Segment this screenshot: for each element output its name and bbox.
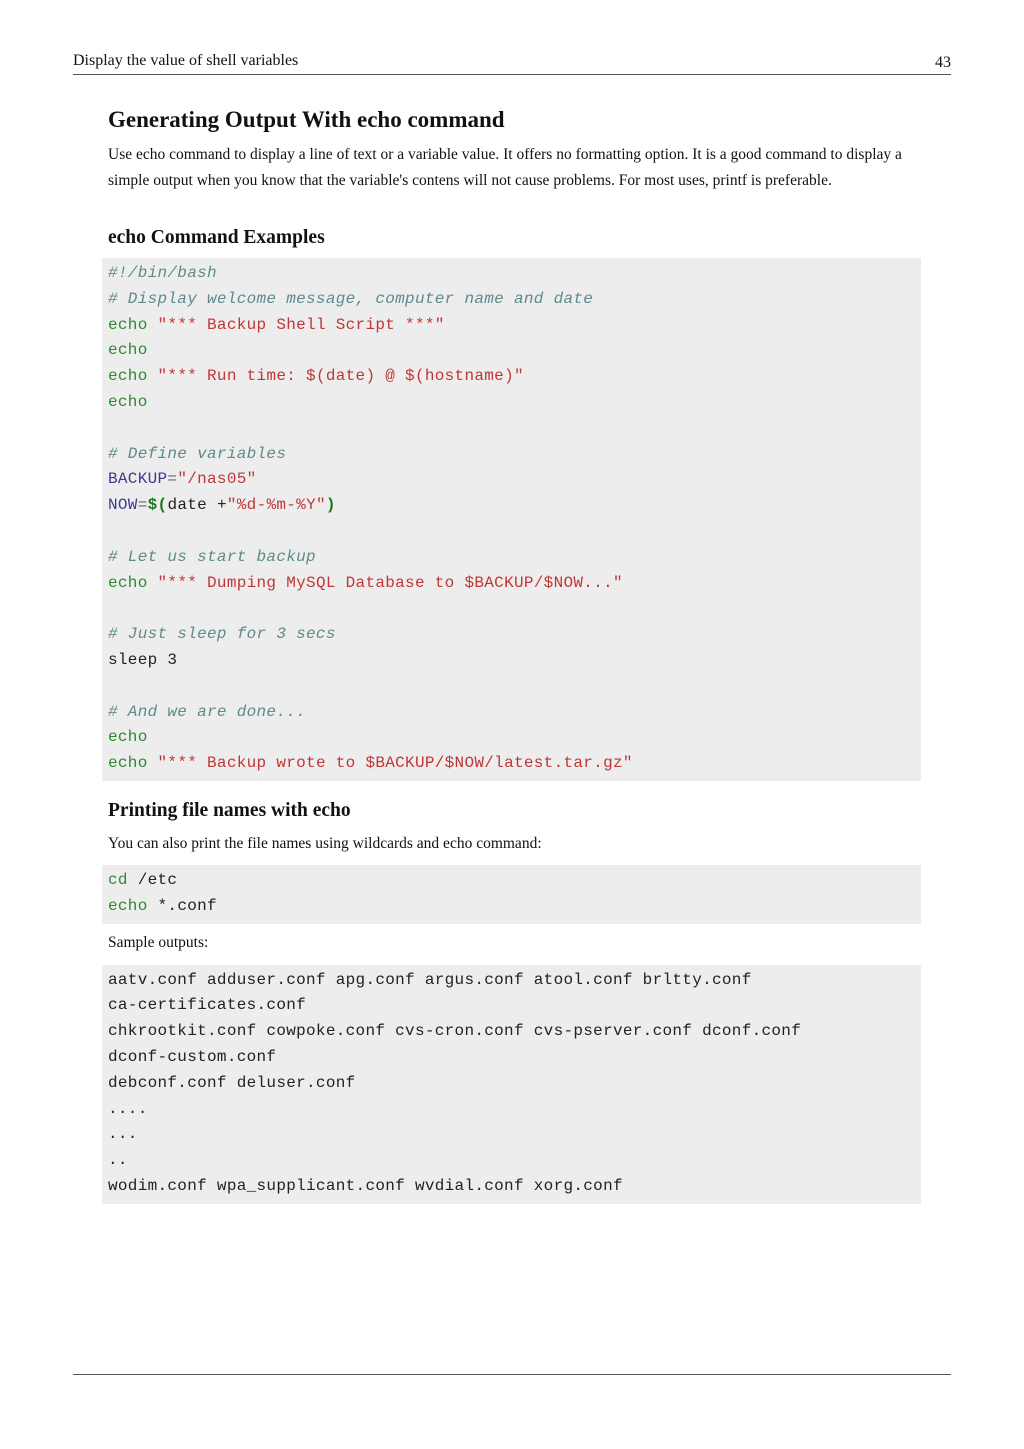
code-block-sample-output — [102, 965, 921, 1204]
code-comment: # Display welcome message, computer name and date — [108, 289, 594, 308]
code-text: aatv.conf adduser.conf apg.conf argus.conf atool.conf brltty.conf — [108, 970, 752, 989]
running-title: Display the value of shell variables — [73, 52, 299, 69]
footer-rule — [73, 1374, 951, 1375]
code-comment: # And we are done... — [108, 702, 307, 721]
code-string: "/nas05" — [177, 470, 257, 489]
code-line — [108, 968, 921, 994]
code-operator: = — [137, 496, 148, 515]
section-title: Generating Output With echo command — [108, 107, 505, 132]
code-text: *.conf — [147, 896, 217, 915]
code-line — [108, 338, 921, 364]
intro-paragraph: Use echo command to display a line of text or a variable value. It offers no formatting option. It is a good command to display a simple output when you know that the variable's contens will not cause problems. For most uses, printf is preferable. — [108, 146, 902, 189]
code-command: echo — [108, 896, 148, 915]
code-text: chkrootkit.conf cowpoke.conf cvs-cron.conf cvs-pserver.conf dconf.conf — [108, 1022, 802, 1041]
code-comment: # Just sleep for 3 secs — [108, 625, 336, 644]
code-line — [108, 622, 921, 648]
code-command: echo — [108, 573, 148, 592]
page-number: 43 — [935, 54, 951, 71]
code-text: .. — [108, 1151, 128, 1170]
code-string: "*** Backup Shell Script ***" — [157, 315, 445, 334]
code-operator: = — [167, 470, 178, 489]
code-line — [108, 261, 921, 287]
code-line — [108, 596, 921, 622]
code-line — [108, 700, 921, 726]
code-line — [108, 648, 921, 674]
code-text: .... — [108, 1099, 148, 1118]
code-text — [148, 754, 158, 772]
code-string: "%d-%m-%Y" — [226, 496, 326, 515]
code-text: wodim.conf wpa_supplicant.conf wvdial.conf xorg.conf — [108, 1176, 623, 1195]
code-variable: BACKUP — [108, 470, 168, 489]
code-line — [108, 1122, 921, 1148]
code-line — [108, 993, 921, 1019]
code-line — [108, 442, 921, 468]
code-text: ... — [108, 1125, 138, 1144]
code-block-printing — [102, 865, 921, 924]
code-text: dconf-custom.conf — [108, 1047, 277, 1066]
code-text: debconf.conf deluser.conf — [108, 1073, 356, 1092]
code-command: echo — [108, 315, 148, 334]
code-command: echo — [108, 728, 148, 747]
code-text — [148, 367, 158, 385]
code-comment: # Define variables — [108, 444, 287, 463]
code-text — [148, 574, 158, 592]
code-string: "*** Dumping MySQL Database to $BACKUP/$NOW..." — [157, 573, 623, 592]
code-line — [108, 725, 921, 751]
code-line — [108, 313, 921, 339]
code-line — [108, 894, 921, 920]
code-variable: NOW — [108, 496, 138, 515]
code-line — [108, 519, 921, 545]
code-comment: # Let us start backup — [108, 547, 316, 566]
code-string: "*** Backup wrote to $BACKUP/$NOW/latest.tar.gz" — [157, 754, 633, 773]
code-line — [108, 1019, 921, 1045]
code-text: ca-certificates.conf — [108, 996, 307, 1015]
code-line — [108, 1045, 921, 1071]
code-command: echo — [108, 367, 148, 386]
code-text: date + — [167, 496, 227, 515]
examples-heading: echo Command Examples — [108, 227, 325, 248]
code-comment: #!/bin/bash — [108, 264, 217, 282]
code-line — [108, 1148, 921, 1174]
code-line — [108, 868, 921, 894]
code-command: echo — [108, 392, 148, 411]
code-command: echo — [108, 341, 148, 360]
code-line — [108, 467, 921, 493]
code-line — [108, 1097, 921, 1123]
page-content — [108, 104, 921, 1204]
printing-paragraph: You can also print the file names using wildcards and echo command: — [108, 834, 542, 852]
code-command: cd — [108, 870, 128, 889]
code-line — [108, 571, 921, 597]
code-line — [108, 1071, 921, 1097]
code-substitution: $( — [147, 496, 168, 515]
page-header — [73, 50, 951, 75]
code-line — [108, 287, 921, 313]
code-text: /etc — [127, 870, 178, 889]
code-line — [108, 751, 921, 777]
code-line — [108, 390, 921, 416]
code-line — [108, 1174, 921, 1200]
code-substitution: ) — [325, 496, 336, 515]
code-line — [108, 545, 921, 571]
code-text — [148, 316, 158, 334]
sample-outputs-label: Sample outputs: — [108, 933, 209, 951]
printing-heading: Printing file names with echo — [108, 799, 351, 821]
code-line — [108, 674, 921, 700]
code-command: echo — [108, 754, 148, 773]
code-line — [108, 493, 921, 519]
code-block-examples — [102, 258, 921, 781]
code-text: sleep 3 — [108, 650, 178, 669]
code-line — [108, 364, 921, 390]
code-string: "*** Run time: $(date) @ $(hostname)" — [157, 367, 524, 386]
code-line — [108, 416, 921, 442]
